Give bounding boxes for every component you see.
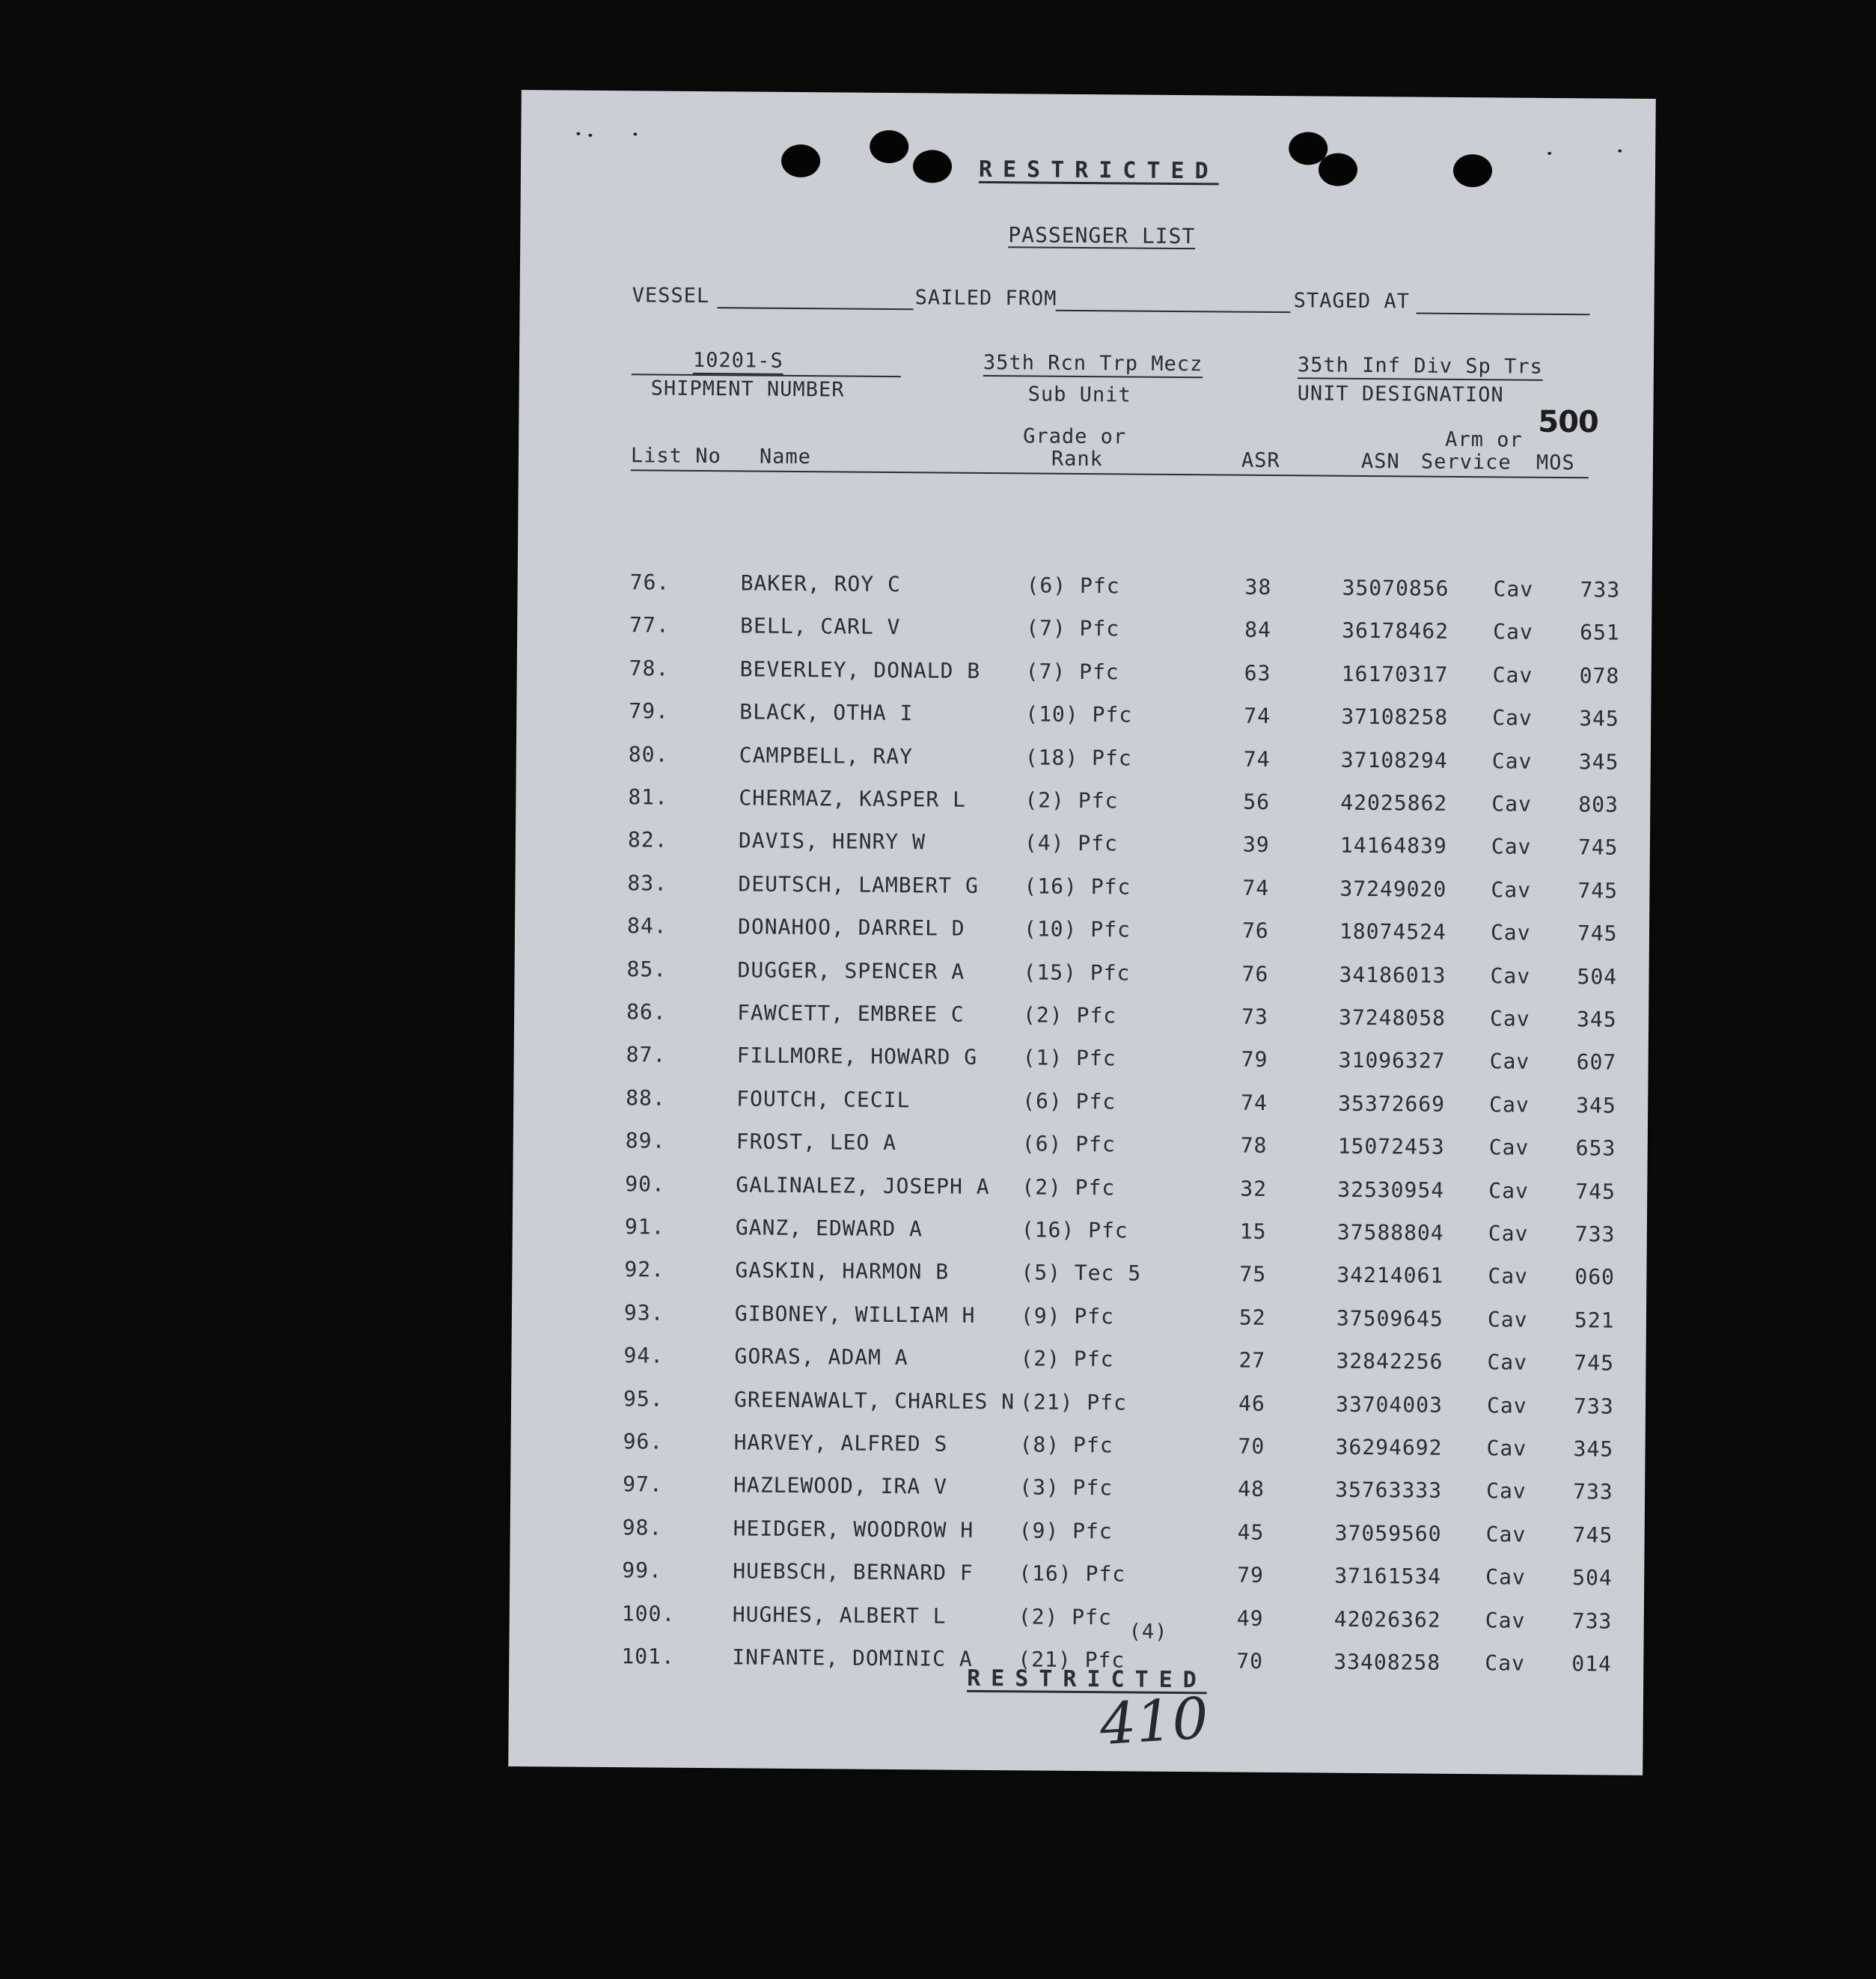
cell-grade: (4) Pfc [1024, 830, 1119, 856]
cell-no: 86. [626, 999, 667, 1025]
cell-name: GANZ, EDWARD A [735, 1215, 923, 1242]
ink-speck [633, 132, 637, 135]
cell-name: BEVERLEY, DONALD B [739, 656, 981, 683]
col-grade-bottom: Rank [1051, 447, 1104, 472]
cell-asn: 37249020 [1339, 876, 1447, 902]
cell-asn: 14164839 [1339, 833, 1447, 859]
cell-asn: 16170317 [1341, 661, 1449, 687]
cell-arm: Cav [1487, 1307, 1528, 1332]
cell-no: 80. [628, 741, 669, 767]
cell-arm: Cav [1492, 705, 1533, 731]
cell-arm: Cav [1485, 1564, 1526, 1590]
cell-name: DONAHOO, DARREL D [737, 914, 965, 941]
cell-grade: (16) Pfc [1024, 873, 1131, 900]
cell-no: 90. [625, 1171, 666, 1197]
table-row [513, 1213, 1647, 1252]
cell-grade: (8) Pfc [1019, 1432, 1113, 1458]
cell-arm: Cav [1486, 1436, 1527, 1461]
col-name: Name [759, 445, 812, 469]
cell-grade: (16) Pfc [1021, 1217, 1128, 1243]
cell-grade: (1) Pfc [1022, 1045, 1116, 1071]
cell-arm: Cav [1486, 1392, 1527, 1418]
cell-asr: 48 [1238, 1477, 1265, 1502]
table-row [511, 1385, 1646, 1424]
punch-hole [781, 144, 820, 177]
cell-arm: Cav [1493, 619, 1533, 645]
cell-no: 100. [621, 1600, 676, 1626]
table-row [510, 1471, 1645, 1510]
cell-name: INFANTE, DOMINIC A [732, 1644, 973, 1671]
cell-no: 98. [622, 1514, 663, 1540]
cell-grade: (21) Pfc [1018, 1647, 1125, 1673]
cell-asn: 36294692 [1335, 1434, 1443, 1460]
cell-no: 97. [623, 1472, 663, 1498]
cell-grade: (10) Pfc [1023, 916, 1131, 942]
cell-asn: 32842256 [1336, 1348, 1443, 1374]
table-row [516, 826, 1650, 865]
cell-name: BAKER, ROY C [740, 570, 902, 597]
cell-arm: Cav [1492, 662, 1533, 688]
table-row [515, 870, 1649, 909]
cell-asn: 35763333 [1335, 1478, 1443, 1504]
sub-unit: 35th Rcn Trp Mecz [983, 350, 1203, 376]
cell-grade: (2) Pfc [1024, 787, 1119, 814]
table-row [511, 1342, 1646, 1381]
sailed-from-label: SAILED FROM [914, 286, 1057, 311]
cell-asr: 73 [1241, 1004, 1268, 1029]
cell-name: GALINALEZ, JOSEPH A [736, 1171, 990, 1199]
cell-name: HUEBSCH, BERNARD F [733, 1558, 974, 1586]
cell-asr: 27 [1238, 1347, 1266, 1373]
cell-mos: 733 [1571, 1608, 1613, 1634]
cell-grade: (7) Pfc [1026, 615, 1120, 641]
cell-grade: (6) Pfc [1026, 573, 1120, 599]
cell-asn: 42026362 [1333, 1606, 1441, 1632]
cell-mos: 345 [1579, 706, 1619, 731]
staged-at-label: STAGED AT [1293, 289, 1411, 314]
cell-asn: 37248058 [1338, 1004, 1446, 1031]
cell-mos: 733 [1573, 1393, 1614, 1419]
cell-asn: 37108258 [1341, 704, 1449, 731]
vessel-label: VESSEL [632, 284, 710, 308]
cell-asn: 42025862 [1340, 790, 1448, 816]
cell-mos: 345 [1576, 1092, 1616, 1118]
table-row [516, 741, 1651, 780]
punch-hole [870, 130, 908, 163]
cell-no: 82. [627, 827, 668, 853]
cell-grade: (2) Pfc [1021, 1174, 1116, 1200]
vessel-blank [718, 307, 914, 310]
cell-asr: 63 [1244, 660, 1271, 686]
col-mos: MOS [1536, 451, 1575, 475]
cell-no: 83. [627, 870, 668, 896]
cell-name: BLACK, OTHA I [739, 699, 914, 726]
cell-asr: 70 [1236, 1648, 1264, 1674]
cell-mos: 733 [1580, 577, 1621, 603]
table-row [515, 912, 1649, 951]
cell-arm: Cav [1487, 1350, 1528, 1375]
cell-arm: Cav [1491, 748, 1533, 774]
cell-mos: 803 [1578, 792, 1619, 817]
punch-hole [1319, 153, 1357, 186]
handwritten-number: 410 [1098, 1684, 1211, 1758]
cell-no: 78. [629, 656, 670, 681]
cell-asr: 32 [1240, 1176, 1268, 1201]
cell-name: HEIDGER, WOODROW H [733, 1516, 974, 1543]
cell-arm: Cav [1485, 1522, 1527, 1547]
cell-asn: 34214061 [1336, 1263, 1444, 1289]
cell-asn: 31096327 [1338, 1048, 1446, 1074]
cell-no: 92. [624, 1257, 665, 1283]
cell-grade: (2) Pfc [1018, 1603, 1112, 1629]
restricted-marking-top: RESTRICTED [978, 156, 1219, 185]
cell-mos: 345 [1578, 748, 1619, 775]
cell-grade: (15) Pfc [1023, 959, 1131, 986]
cell-asn: 35372669 [1338, 1091, 1446, 1117]
col-asn: ASN [1360, 449, 1400, 474]
table-row [512, 1256, 1646, 1295]
cell-name: GORAS, ADAM A [734, 1344, 908, 1370]
cell-no: 85. [626, 956, 667, 982]
cell-no: 101. [621, 1644, 675, 1669]
cell-no: 87. [626, 1042, 667, 1068]
cell-asr: 76 [1241, 918, 1269, 944]
punch-hole [913, 150, 952, 183]
cell-asr: 70 [1238, 1433, 1265, 1459]
cell-asn: 35070856 [1342, 575, 1449, 601]
cell-asn: 37588804 [1336, 1219, 1444, 1245]
cell-name: HARVEY, ALFRED S [733, 1430, 948, 1457]
cell-arm: Cav [1489, 1006, 1530, 1031]
cell-arm: Cav [1489, 1049, 1530, 1075]
table-row [510, 1600, 1644, 1639]
cell-grade: (6) Pfc [1021, 1131, 1116, 1157]
cell-asn: 37509645 [1336, 1305, 1443, 1332]
cell-mos: 504 [1577, 963, 1618, 990]
cell-grade: (9) Pfc [1020, 1303, 1115, 1329]
cell-grade: (9) Pfc [1018, 1518, 1113, 1544]
cell-arm: Cav [1491, 834, 1532, 860]
stamp-number: 500 [1538, 404, 1599, 440]
passenger-list-page [508, 90, 1656, 1775]
cell-mos: 745 [1574, 1350, 1615, 1376]
unit-designation-label: UNIT DESIGNATION [1297, 382, 1504, 407]
cell-asr: 38 [1244, 574, 1272, 600]
cell-name: DAVIS, HENRY W [738, 828, 926, 855]
col-list-no: List No [630, 444, 721, 469]
cell-asr: 74 [1241, 1090, 1268, 1115]
cell-name: FOUTCH, CECIL [736, 1086, 911, 1112]
cell-no: 77. [629, 612, 670, 638]
cell-asr: 75 [1239, 1262, 1267, 1287]
table-row [514, 1041, 1649, 1080]
cell-name: GREENAWALT, CHARLES N [733, 1386, 1015, 1414]
cell-name: HUGHES, ALBERT L [732, 1601, 947, 1629]
cell-asn: 32530954 [1337, 1177, 1445, 1203]
cell-asr: 76 [1241, 961, 1269, 987]
cell-grade: (10) Pfc [1025, 701, 1133, 728]
staged-at-blank [1417, 312, 1590, 315]
cell-asr: 84 [1244, 618, 1272, 643]
cell-name: HAZLEWOOD, IRA V [733, 1472, 948, 1499]
shipment-number: 10201-S [692, 348, 783, 373]
ink-speck [1618, 150, 1622, 153]
ink-speck [576, 132, 580, 135]
cell-arm: Cav [1488, 1177, 1530, 1204]
cell-mos: 745 [1577, 835, 1619, 861]
sailed-from-blank [1056, 310, 1291, 313]
sub-unit-label: Sub Unit [1027, 382, 1131, 407]
table-row [517, 569, 1652, 608]
cell-asn: 15072453 [1337, 1133, 1445, 1160]
cell-asn: 37161534 [1334, 1563, 1442, 1589]
cell-mos: 345 [1576, 1007, 1617, 1032]
cell-grade: (2) Pfc [1020, 1346, 1114, 1372]
unit-designation: 35th Inf Div Sp Trs [1297, 353, 1543, 379]
cell-grade: (7) Pfc [1025, 659, 1119, 685]
table-row [516, 784, 1650, 823]
cell-asn: 34186013 [1339, 962, 1446, 988]
ink-speck [1547, 152, 1551, 155]
cell-asr: 39 [1242, 832, 1270, 858]
cell-no: 93. [623, 1300, 664, 1326]
cell-asn: 37059560 [1334, 1520, 1442, 1546]
cell-mos: 345 [1573, 1436, 1614, 1462]
cell-arm: Cav [1489, 1092, 1530, 1117]
table-row [510, 1557, 1644, 1596]
table-row [512, 1299, 1646, 1338]
cell-arm: Cav [1490, 920, 1531, 945]
cell-asr: 79 [1241, 1047, 1268, 1073]
cell-no: 91. [624, 1214, 665, 1239]
cell-mos: 733 [1574, 1222, 1616, 1247]
table-row [514, 956, 1649, 995]
cell-asr: 78 [1240, 1132, 1268, 1159]
cell-arm: Cav [1485, 1607, 1526, 1633]
cell-no: 94. [623, 1343, 664, 1368]
cell-mos: 060 [1574, 1264, 1616, 1290]
cell-no: 95. [623, 1385, 664, 1412]
cell-mos: 014 [1571, 1651, 1613, 1677]
cell-no: 99. [622, 1558, 662, 1583]
cell-mos: 733 [1573, 1479, 1613, 1504]
cell-mos: 651 [1580, 620, 1620, 646]
table-row [510, 1514, 1645, 1553]
ink-speck [588, 134, 592, 137]
restricted-marking-bottom: RESTRICTED [967, 1665, 1207, 1694]
cell-asn: 37108294 [1340, 747, 1448, 773]
page-title: PASSENGER LIST [1008, 222, 1196, 249]
cell-mos: 607 [1576, 1049, 1617, 1076]
cell-no: 88. [626, 1085, 666, 1111]
cell-asr: 49 [1236, 1606, 1264, 1631]
cell-mos: 745 [1577, 877, 1619, 903]
cell-arm: Cav [1490, 963, 1531, 989]
cell-asr: 15 [1239, 1219, 1267, 1244]
shipment-number-label: SHIPMENT NUMBER [650, 376, 845, 402]
col-arm-top: Arm or [1445, 427, 1523, 452]
cell-arm: Cav [1485, 1650, 1526, 1676]
cell-asn: 18074524 [1339, 918, 1447, 945]
cell-grade: (18) Pfc [1024, 744, 1132, 771]
cell-no: 84. [626, 913, 667, 939]
cell-asr: 56 [1243, 789, 1271, 814]
cell-name: FILLMORE, HOWARD G [736, 1043, 978, 1070]
cell-name: GASKIN, HARMON B [735, 1257, 950, 1285]
cell-mos: 521 [1574, 1307, 1615, 1333]
col-arm-bottom: Service [1420, 450, 1512, 475]
cell-mos: 745 [1575, 1178, 1616, 1204]
cell-mos: 504 [1572, 1565, 1613, 1591]
cell-name: GIBONEY, WILLIAM H [734, 1301, 976, 1328]
table-row [517, 612, 1652, 650]
cell-asr: 45 [1237, 1519, 1265, 1545]
cell-arm: Cav [1488, 1221, 1529, 1246]
cell-asn: 36178462 [1342, 618, 1449, 644]
cell-arm: Cav [1488, 1263, 1529, 1290]
cell-asr: 52 [1238, 1305, 1266, 1330]
table-row [513, 1171, 1647, 1210]
cell-no: 76. [629, 570, 670, 595]
col-asr: ASR [1241, 448, 1280, 473]
table-row [513, 1127, 1648, 1166]
cell-grade: (21) Pfc [1019, 1388, 1128, 1415]
cell-name: FROST, LEO A [736, 1129, 897, 1156]
cell-asr: 74 [1242, 875, 1270, 900]
table-row [514, 998, 1649, 1037]
cell-asr: 46 [1238, 1391, 1265, 1416]
page-number: (4) [1128, 1620, 1168, 1644]
cell-name: CAMPBELL, RAY [739, 742, 914, 769]
cell-asn: 33408258 [1333, 1649, 1441, 1675]
table-row [513, 1085, 1648, 1123]
cell-grade: (3) Pfc [1019, 1475, 1113, 1501]
table-row [510, 1428, 1645, 1467]
cell-mos: 745 [1577, 921, 1618, 946]
col-grade-top: Grade or [1023, 424, 1127, 449]
cell-grade: (5) Tec 5 [1021, 1260, 1142, 1287]
cell-arm: Cav [1493, 576, 1534, 602]
table-row [516, 698, 1651, 737]
cell-arm: Cav [1486, 1478, 1527, 1504]
cell-name: DEUTSCH, LAMBERT G [738, 871, 980, 898]
cell-name: CHERMAZ, KASPER L [739, 785, 967, 812]
cell-grade: (6) Pfc [1022, 1088, 1116, 1114]
cell-asr: 74 [1243, 746, 1271, 772]
cell-asr: 74 [1244, 703, 1271, 729]
cell-no: 89. [625, 1128, 666, 1153]
cell-grade: (16) Pfc [1018, 1561, 1126, 1587]
cell-mos: 078 [1579, 663, 1620, 689]
passenger-table [518, 569, 1652, 1677]
cell-no: 96. [623, 1429, 664, 1454]
cell-name: DUGGER, SPENCER A [737, 957, 965, 984]
table-row [517, 655, 1652, 694]
cell-grade: (2) Pfc [1023, 1002, 1117, 1028]
cell-mos: 653 [1575, 1135, 1616, 1161]
cell-no: 81. [628, 784, 669, 810]
cell-no: 79. [629, 698, 670, 724]
cell-asn: 33704003 [1335, 1391, 1443, 1418]
cell-arm: Cav [1488, 1135, 1530, 1160]
cell-name: FAWCETT, EMBREE C [737, 1000, 965, 1027]
punch-hole [1453, 154, 1492, 187]
cell-arm: Cav [1491, 791, 1533, 817]
cell-asr: 79 [1237, 1562, 1265, 1588]
cell-mos: 745 [1572, 1522, 1613, 1548]
cell-arm: Cav [1491, 877, 1532, 903]
cell-name: BELL, CARL V [740, 613, 901, 640]
